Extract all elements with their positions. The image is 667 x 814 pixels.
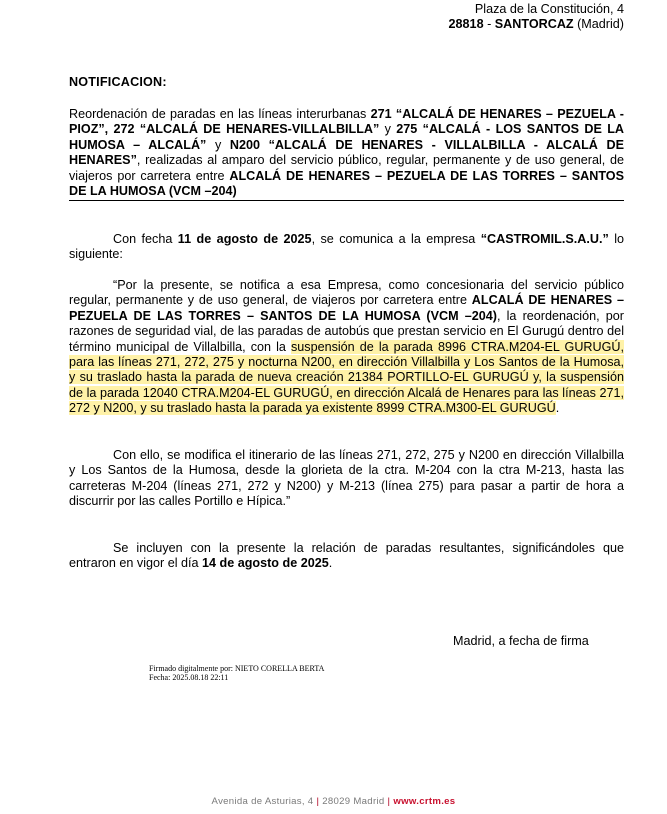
- subject-text-2: y: [379, 122, 397, 137]
- address-street: Plaza de la Constitución, 4: [474, 2, 624, 16]
- para4-text-1: Se incluyen con la presente la relación de paradas resultantes, significándoles que entraron en vigor el día: [69, 541, 624, 571]
- address-province: (Madrid): [573, 17, 624, 31]
- signature-date: Fecha: 2025.08.18 22:11: [149, 673, 229, 682]
- subject-text-1: Reordenación de paradas en las líneas interurbanas: [69, 107, 371, 121]
- para1-date: 11 de agosto de 2025: [177, 232, 312, 246]
- para1-text-2: , se comunica a la empresa: [311, 232, 481, 246]
- signing-place: Madrid, a fecha de firma: [453, 634, 589, 648]
- footer-address: Avenida de Asturias, 4: [211, 796, 314, 807]
- subject-paragraph: [69, 107, 624, 201]
- para2-route: ALCALÁ DE HENARES – PEZUELA DE LAS TORRES – SANTOS DE LA HUMOSA (VCM –204): [69, 293, 625, 323]
- address-town: SANTORCAZ: [494, 17, 574, 31]
- digital-signature: [149, 664, 324, 682]
- footer-separator-2: |: [387, 796, 391, 807]
- para2-text-3: .: [555, 401, 560, 416]
- notification-heading: NOTIFICACION:: [69, 75, 167, 89]
- paragraph-itinerary: Con ello, se modifica el itinerario de las líneas 271, 272, 275 y N200 en dirección Villalbilla y Los Santos de la Humosa, desde la glorieta de la ctra. M-204 con la ctra M-213, hasta las carreteras M-204 (líneas 271, 272 y N200) y M-213 (línea 275) para pasar a partir de hora a discurrir por las calles Portillo e Hípica.”: [69, 448, 624, 509]
- para1-company: “CASTROMIL.S.A.U.”: [480, 232, 609, 246]
- paragraph-enclosure: [69, 541, 624, 572]
- subject-lines-271-272: 271 “ALCALÁ DE HENARES – PEZUELA - PIOZ”, 272 “ALCALÁ DE HENARES-VILLALBILLA”: [69, 107, 624, 137]
- subject-line-275: 275 “ALCALÁ - LOS SANTOS DE LA HUMOSA – ALCALÁ”: [69, 122, 625, 152]
- para1-text-1: Con fecha: [113, 232, 178, 246]
- para2-highlighted-stops: suspensión de la parada 8996 CTRA.M204-EL GURUGÚ, para las líneas 271, 272, 275 y nocturna N200, en dirección Villalbilla y Los Santos de la Humosa, y su traslado hasta la parada de nueva creación 21384 PORTILLO-EL GURUGÚ y, la suspensión de la parada 12040 CTRA.M204-EL GURUGÚ, en dirección Alcalá de Henares para las líneas 271, 272 y N200, y su traslado hasta la parada ya existente 8999 CTRA.M300-EL GURUGÚ: [69, 339, 624, 416]
- para4-text-2: .: [328, 556, 333, 571]
- address-dash: -: [483, 17, 495, 31]
- sender-address: [449, 2, 624, 32]
- subject-line-n200: N200 “ALCALÁ DE HENARES - VILLALBILLA - ALCALÁ DE HENARES”: [69, 137, 624, 168]
- footer-separator-1: |: [316, 796, 320, 807]
- footer-postal: 28029 Madrid: [322, 796, 385, 807]
- para1-text-3: lo siguiente:: [69, 232, 624, 262]
- footer-website-link[interactable]: www.crtm.es: [393, 796, 456, 807]
- address-postal-code: 28818: [448, 17, 484, 31]
- page-footer: [0, 794, 667, 809]
- subject-route: ALCALÁ DE HENARES – PEZUELA DE LAS TORRES – SANTOS DE LA HUMOSA (VCM –204): [69, 168, 624, 199]
- subject-text-3: y: [206, 137, 230, 152]
- paragraph-date-notice: [69, 232, 624, 263]
- para2-text-1: “Por la presente, se notifica a esa Empresa, como concesionaria del servicio público regular, permanente y de uso general, de viajeros por carretera entre: [69, 278, 624, 308]
- paragraph-notice-body: [69, 278, 624, 417]
- subject-text-4: , realizadas al amparo del servicio público, regular, permanente y de uso general, de viajeros por carretera entre: [69, 153, 624, 183]
- address-town-line: [449, 17, 624, 32]
- para2-text-2: , la reordenación, por razones de seguridad vial, de las paradas de autobús que prestan servicio en El Gurugú dentro del término municipal de Villalbilla, con la: [69, 308, 624, 354]
- para4-date: 14 de agosto de 2025: [202, 556, 329, 571]
- signature-signer: Firmado digitalmente por: NIETO CORELLA BERTA: [149, 664, 325, 673]
